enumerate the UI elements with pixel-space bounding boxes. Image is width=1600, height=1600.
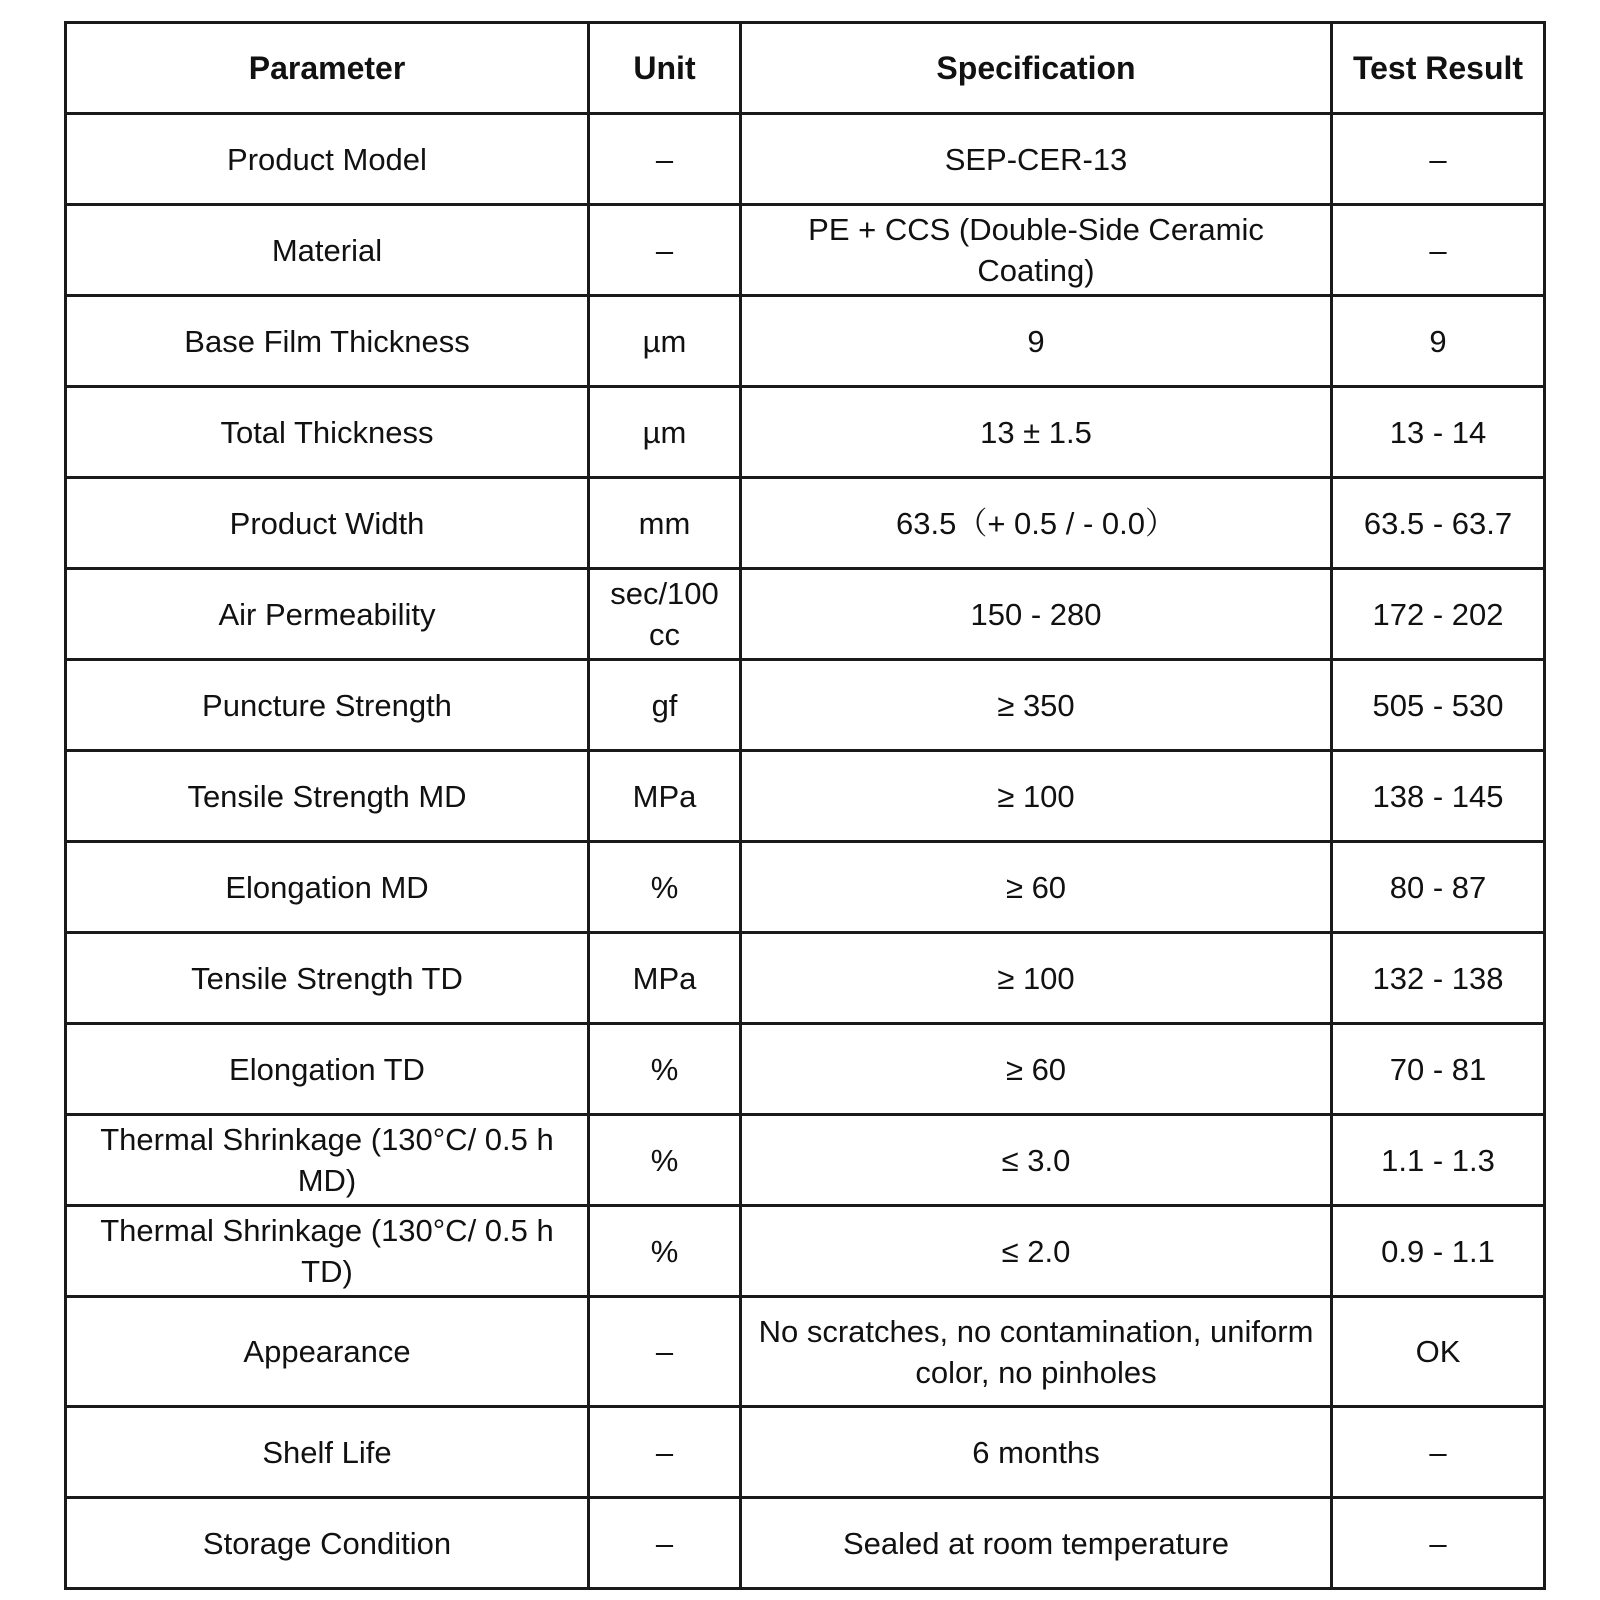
specification-table	[64, 21, 1546, 1590]
table-row	[66, 1115, 1545, 1206]
cell-test-result: 172 - 202	[1332, 569, 1545, 660]
cell-test-result: –	[1332, 1498, 1545, 1589]
cell-test-result: 505 - 530	[1332, 660, 1545, 751]
cell-specification: 13 ± 1.5	[741, 387, 1332, 478]
cell-test-result: OK	[1332, 1297, 1545, 1407]
cell-unit: –	[589, 1498, 741, 1589]
cell-parameter: Total Thickness	[66, 387, 589, 478]
table-row	[66, 114, 1545, 205]
cell-parameter: Product Model	[66, 114, 589, 205]
cell-specification: ≤ 3.0	[741, 1115, 1332, 1206]
cell-unit: %	[589, 1115, 741, 1206]
cell-specification: ≤ 2.0	[741, 1206, 1332, 1297]
cell-specification: ≥ 60	[741, 1024, 1332, 1115]
table-row	[66, 842, 1545, 933]
table-row	[66, 933, 1545, 1024]
table-row	[66, 569, 1545, 660]
cell-specification: ≥ 100	[741, 933, 1332, 1024]
table-row	[66, 1206, 1545, 1297]
header-test-result: Test Result	[1332, 23, 1545, 114]
cell-test-result: 63.5 - 63.7	[1332, 478, 1545, 569]
cell-specification: 63.5（+ 0.5 / - 0.0）	[741, 478, 1332, 569]
cell-test-result: –	[1332, 1407, 1545, 1498]
table-row	[66, 387, 1545, 478]
cell-parameter: Elongation TD	[66, 1024, 589, 1115]
cell-parameter: Puncture Strength	[66, 660, 589, 751]
cell-test-result: –	[1332, 114, 1545, 205]
table-row	[66, 660, 1545, 751]
header-unit: Unit	[589, 23, 741, 114]
cell-unit: –	[589, 114, 741, 205]
cell-unit: µm	[589, 296, 741, 387]
table-header-row	[66, 23, 1545, 114]
cell-unit: –	[589, 1407, 741, 1498]
cell-unit: sec/100 cc	[589, 569, 741, 660]
cell-test-result: 1.1 - 1.3	[1332, 1115, 1545, 1206]
header-specification: Specification	[741, 23, 1332, 114]
cell-test-result: 9	[1332, 296, 1545, 387]
cell-test-result: –	[1332, 205, 1545, 296]
cell-unit: MPa	[589, 933, 741, 1024]
cell-specification: ≥ 350	[741, 660, 1332, 751]
cell-test-result: 0.9 - 1.1	[1332, 1206, 1545, 1297]
cell-specification: No scratches, no contamination, uniform color, no pinholes	[741, 1297, 1332, 1407]
table-row	[66, 1297, 1545, 1407]
cell-parameter: Thermal Shrinkage (130°C/ 0.5 h MD)	[66, 1115, 589, 1206]
cell-test-result: 138 - 145	[1332, 751, 1545, 842]
cell-test-result: 132 - 138	[1332, 933, 1545, 1024]
cell-parameter: Tensile Strength TD	[66, 933, 589, 1024]
cell-parameter: Elongation MD	[66, 842, 589, 933]
cell-unit: gf	[589, 660, 741, 751]
table-row	[66, 205, 1545, 296]
cell-test-result: 13 - 14	[1332, 387, 1545, 478]
cell-unit: %	[589, 1206, 741, 1297]
cell-parameter: Air Permeability	[66, 569, 589, 660]
cell-specification: ≥ 60	[741, 842, 1332, 933]
cell-specification: Sealed at room temperature	[741, 1498, 1332, 1589]
cell-parameter: Thermal Shrinkage (130°C/ 0.5 h TD)	[66, 1206, 589, 1297]
cell-parameter: Shelf Life	[66, 1407, 589, 1498]
cell-parameter: Appearance	[66, 1297, 589, 1407]
cell-parameter: Tensile Strength MD	[66, 751, 589, 842]
cell-test-result: 70 - 81	[1332, 1024, 1545, 1115]
cell-unit: –	[589, 1297, 741, 1407]
header-parameter: Parameter	[66, 23, 589, 114]
table-row	[66, 1024, 1545, 1115]
cell-unit: –	[589, 205, 741, 296]
table-row	[66, 296, 1545, 387]
cell-test-result: 80 - 87	[1332, 842, 1545, 933]
cell-specification: SEP-CER-13	[741, 114, 1332, 205]
cell-specification: ≥ 100	[741, 751, 1332, 842]
cell-unit: %	[589, 1024, 741, 1115]
table-row	[66, 751, 1545, 842]
cell-specification: 6 months	[741, 1407, 1332, 1498]
cell-unit: MPa	[589, 751, 741, 842]
table-row	[66, 1407, 1545, 1498]
table-row	[66, 478, 1545, 569]
cell-unit: mm	[589, 478, 741, 569]
cell-parameter: Base Film Thickness	[66, 296, 589, 387]
cell-parameter: Material	[66, 205, 589, 296]
cell-specification: 150 - 280	[741, 569, 1332, 660]
cell-parameter: Product Width	[66, 478, 589, 569]
cell-unit: %	[589, 842, 741, 933]
cell-specification: PE + CCS (Double-Side Ceramic Coating)	[741, 205, 1332, 296]
cell-specification: 9	[741, 296, 1332, 387]
cell-parameter: Storage Condition	[66, 1498, 589, 1589]
cell-unit: µm	[589, 387, 741, 478]
table-row	[66, 1498, 1545, 1589]
